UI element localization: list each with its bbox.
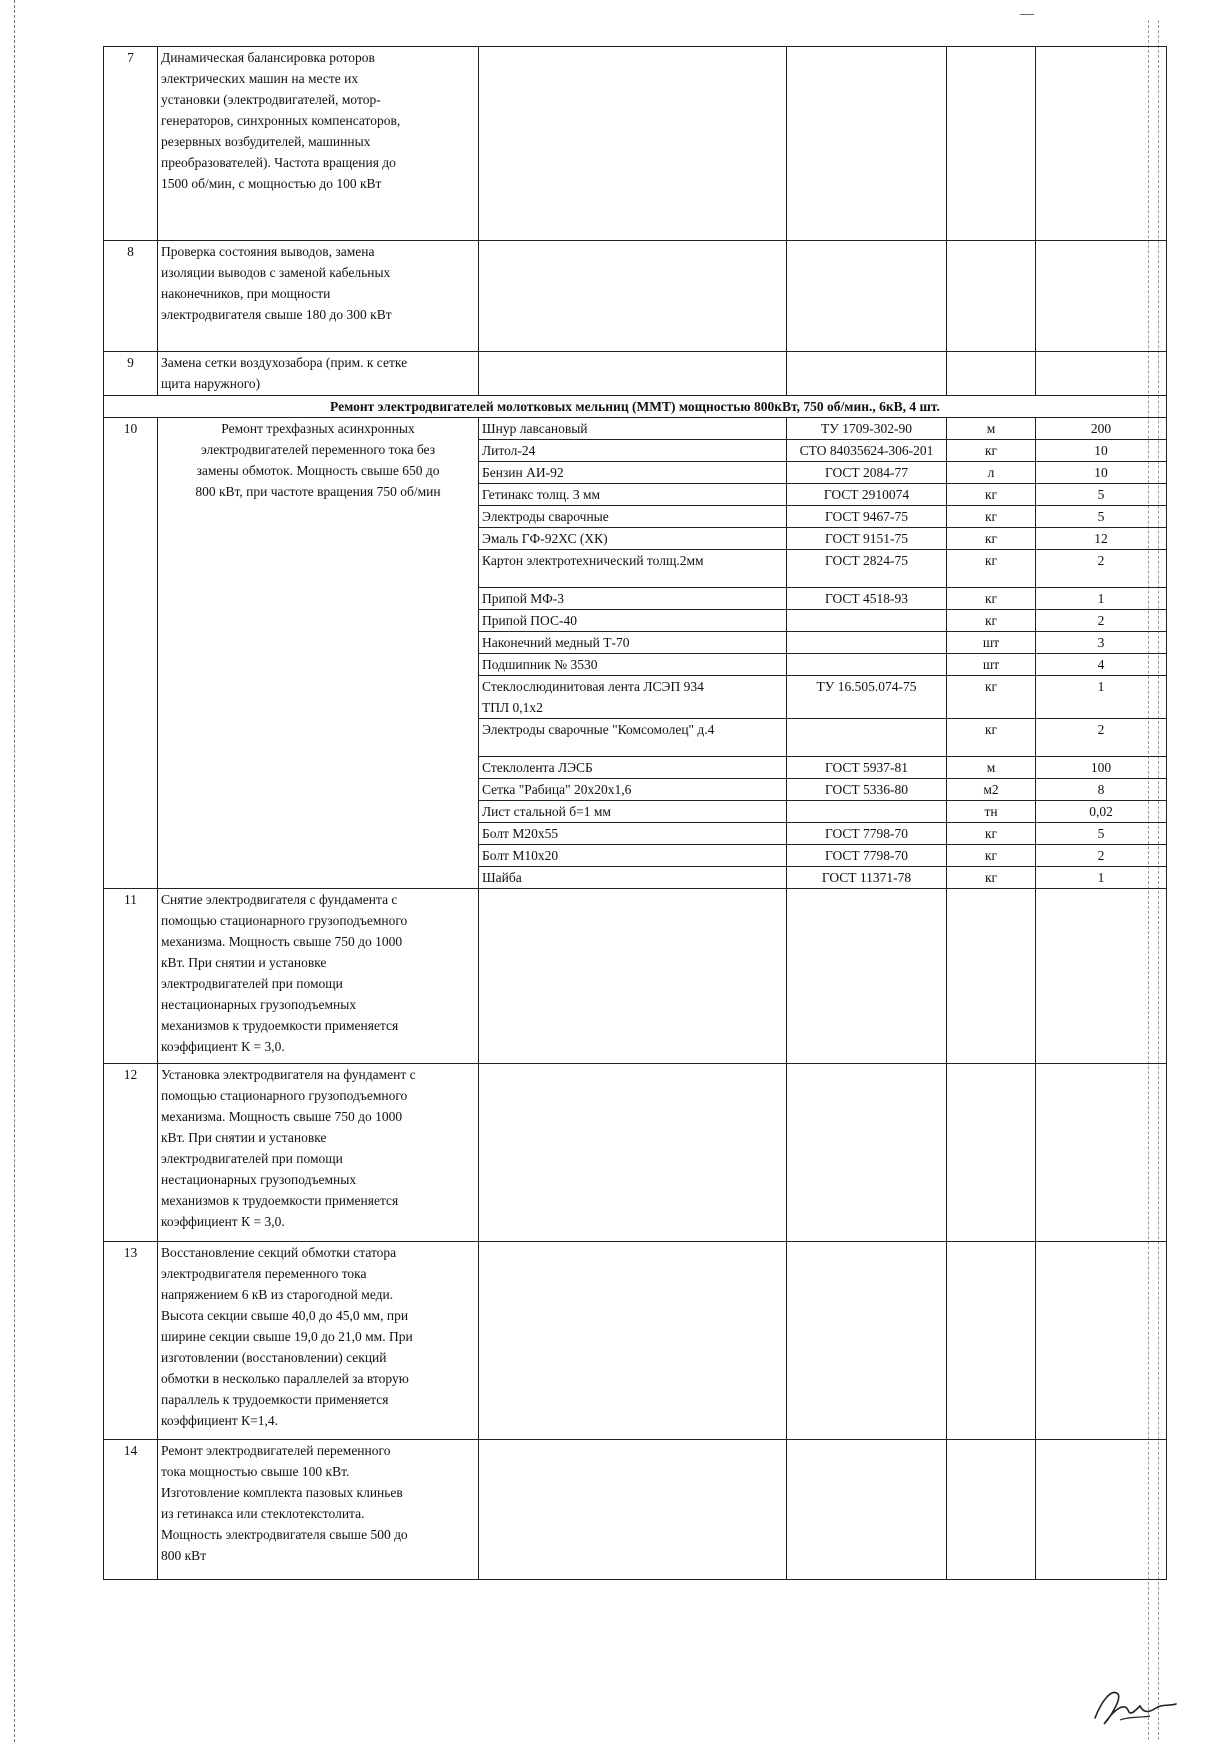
standard-cell <box>787 47 947 241</box>
material-quantity: 5 <box>1036 506 1167 528</box>
unit-cell <box>947 241 1036 352</box>
material-standard <box>787 610 947 632</box>
material-unit: кг <box>947 845 1036 867</box>
material-standard: ГОСТ 9467-75 <box>787 506 947 528</box>
unit-cell <box>947 47 1036 241</box>
unit-cell <box>947 352 1036 396</box>
material-name: Картон электротехнический толщ.2мм <box>479 550 787 588</box>
material-quantity: 2 <box>1036 719 1167 757</box>
row-description: Установка электродвигателя на фундамент с помощью стационарного грузоподъемного механизма. Мощность свыше 750 до 1000 кВт. При снятии и установке электродвигателей при помощи нестационарных грузоподъемных механизмов к трудоемкости применяется коэффициент К = 3,0. <box>158 1064 479 1242</box>
material-cell <box>479 352 787 396</box>
quantity-cell <box>1036 1064 1167 1242</box>
material-name: Сетка "Рабица" 20х20х1,6 <box>479 779 787 801</box>
material-unit: кг <box>947 440 1036 462</box>
material-row <box>104 418 1167 440</box>
material-quantity: 100 <box>1036 757 1167 779</box>
material-cell <box>479 1242 787 1440</box>
material-name: Стеклолента ЛЭСБ <box>479 757 787 779</box>
material-unit: кг <box>947 823 1036 845</box>
table-row <box>104 889 1167 1064</box>
material-cell <box>479 47 787 241</box>
row-description: Ремонт электродвигателей переменного тока мощностью свыше 100 кВт. Изготовление комплекта пазовых клиньев из гетинакса или стеклотекстолита. Мощность электродвигателя свыше 500 до 800 кВт <box>158 1440 479 1580</box>
material-standard: ГОСТ 11371-78 <box>787 867 947 889</box>
row-number: 7 <box>104 47 158 241</box>
quantity-cell <box>1036 241 1167 352</box>
left-punch-line <box>14 0 15 1742</box>
material-unit: м2 <box>947 779 1036 801</box>
row-description: Восстановление секций обмотки статора электродвигателя переменного тока напряжением 6 кВ из старогодной меди. Высота секции свыше 40,0 до 45,0 мм, при ширине секции свыше 19,0 до 21,0 мм. При изготовлении (восстановлении) секций обмотки в несколько параллелей за вторую параллель к трудоемкости применяется коэффициент К=1,4. <box>158 1242 479 1440</box>
material-unit: кг <box>947 867 1036 889</box>
standard-cell <box>787 889 947 1064</box>
material-unit: шт <box>947 654 1036 676</box>
row-description: Ремонт трехфазных асинхронных электродвигателей переменного тока без замены обмоток. Мощность свыше 650 до 800 кВт, при частоте вращения 750 об/мин <box>158 418 479 889</box>
material-standard: СТО 84035624-306-201 <box>787 440 947 462</box>
quantity-cell <box>1036 47 1167 241</box>
material-standard <box>787 801 947 823</box>
section-title: Ремонт электродвигателей молотковых мельниц (ММТ) мощностью 800кВт, 750 об/мин., 6кВ, 4 шт. <box>104 396 1167 418</box>
materials-table <box>103 46 1167 1580</box>
row-description: Замена сетки воздухозабора (прим. к сетке щита наружного) <box>158 352 479 396</box>
quantity-cell <box>1036 352 1167 396</box>
material-quantity: 10 <box>1036 440 1167 462</box>
material-cell <box>479 889 787 1064</box>
table-row <box>104 1064 1167 1242</box>
row-description: Динамическая балансировка роторов электрических машин на месте их установки (электродвигателей, мотор- генераторов, синхронных компенсаторов, резервных возбудителей, машинных преобразователей). Частота вращения до 1500 об/мин, с мощностью до 100 кВт <box>158 47 479 241</box>
material-quantity: 200 <box>1036 418 1167 440</box>
material-quantity: 5 <box>1036 823 1167 845</box>
material-standard: ГОСТ 2910074 <box>787 484 947 506</box>
table-row <box>104 47 1167 241</box>
material-quantity: 1 <box>1036 588 1167 610</box>
material-standard: ГОСТ 9151-75 <box>787 528 947 550</box>
row-number: 9 <box>104 352 158 396</box>
material-standard: ГОСТ 2824-75 <box>787 550 947 588</box>
material-name: Наконечний медный Т-70 <box>479 632 787 654</box>
material-standard: ГОСТ 2084-77 <box>787 462 947 484</box>
material-cell <box>479 241 787 352</box>
material-standard: ГОСТ 7798-70 <box>787 823 947 845</box>
section-header-row <box>104 396 1167 418</box>
material-unit: кг <box>947 484 1036 506</box>
material-quantity: 1 <box>1036 676 1167 719</box>
top-mark <box>1020 14 1034 15</box>
material-quantity: 2 <box>1036 610 1167 632</box>
row-number: 12 <box>104 1064 158 1242</box>
row-number: 11 <box>104 889 158 1064</box>
material-name: Подшипник № 3530 <box>479 654 787 676</box>
row-number: 13 <box>104 1242 158 1440</box>
material-name: Литол-24 <box>479 440 787 462</box>
material-standard <box>787 654 947 676</box>
row-number: 14 <box>104 1440 158 1580</box>
signature <box>1090 1680 1180 1730</box>
material-standard: ГОСТ 5937-81 <box>787 757 947 779</box>
standard-cell <box>787 241 947 352</box>
material-name: Гетинакс толщ. 3 мм <box>479 484 787 506</box>
table-row <box>104 352 1167 396</box>
material-quantity: 10 <box>1036 462 1167 484</box>
material-name: Шнур лавсановый <box>479 418 787 440</box>
material-unit: кг <box>947 588 1036 610</box>
table-row <box>104 1440 1167 1580</box>
material-standard <box>787 632 947 654</box>
material-name: Болт М20х55 <box>479 823 787 845</box>
material-unit: м <box>947 418 1036 440</box>
row-description: Проверка состояния выводов, замена изоляции выводов с заменой кабельных наконечников, при мощности электродвигателя свыше 180 до 300 кВт <box>158 241 479 352</box>
standard-cell <box>787 1064 947 1242</box>
material-name: Припой ПОС-40 <box>479 610 787 632</box>
standard-cell <box>787 1440 947 1580</box>
material-standard: ТУ 1709-302-90 <box>787 418 947 440</box>
material-name: Эмаль ГФ-92ХС (ХК) <box>479 528 787 550</box>
standard-cell <box>787 1242 947 1440</box>
material-quantity: 12 <box>1036 528 1167 550</box>
material-quantity: 8 <box>1036 779 1167 801</box>
row-number: 10 <box>104 418 158 889</box>
material-unit: кг <box>947 550 1036 588</box>
material-quantity: 3 <box>1036 632 1167 654</box>
material-name: Припой МФ-3 <box>479 588 787 610</box>
material-unit: м <box>947 757 1036 779</box>
unit-cell <box>947 1064 1036 1242</box>
material-name: Бензин АИ-92 <box>479 462 787 484</box>
material-unit: л <box>947 462 1036 484</box>
material-name: Электроды сварочные <box>479 506 787 528</box>
quantity-cell <box>1036 889 1167 1064</box>
material-name: Болт М10х20 <box>479 845 787 867</box>
material-name: Электроды сварочные "Комсомолец" д.4 <box>479 719 787 757</box>
material-name: Шайба <box>479 867 787 889</box>
material-standard: ГОСТ 5336-80 <box>787 779 947 801</box>
material-name: Стеклослюдинитовая лента ЛСЭП 934 ТПЛ 0,1х2 <box>479 676 787 719</box>
unit-cell <box>947 1440 1036 1580</box>
material-quantity: 2 <box>1036 550 1167 588</box>
row-description: Снятие электродвигателя с фундамента с помощью стационарного грузоподъемного механизма. Мощность свыше 750 до 1000 кВт. При снятии и установке электродвигателей при помощи нестационарных грузоподъемных механизмов к трудоемкости применяется коэффициент К = 3,0. <box>158 889 479 1064</box>
material-name: Лист стальной б=1 мм <box>479 801 787 823</box>
material-unit: шт <box>947 632 1036 654</box>
material-standard: ТУ 16.505.074-75 <box>787 676 947 719</box>
row-number: 8 <box>104 241 158 352</box>
material-unit: кг <box>947 676 1036 719</box>
material-quantity: 5 <box>1036 484 1167 506</box>
quantity-cell <box>1036 1242 1167 1440</box>
unit-cell <box>947 889 1036 1064</box>
material-standard <box>787 719 947 757</box>
standard-cell <box>787 352 947 396</box>
material-unit: кг <box>947 528 1036 550</box>
material-quantity: 0,02 <box>1036 801 1167 823</box>
material-standard: ГОСТ 4518-93 <box>787 588 947 610</box>
quantity-cell <box>1036 1440 1167 1580</box>
unit-cell <box>947 1242 1036 1440</box>
material-unit: кг <box>947 719 1036 757</box>
material-standard: ГОСТ 7798-70 <box>787 845 947 867</box>
material-unit: кг <box>947 506 1036 528</box>
table-row <box>104 241 1167 352</box>
material-cell <box>479 1064 787 1242</box>
material-quantity: 1 <box>1036 867 1167 889</box>
material-quantity: 2 <box>1036 845 1167 867</box>
material-unit: кг <box>947 610 1036 632</box>
material-cell <box>479 1440 787 1580</box>
material-unit: тн <box>947 801 1036 823</box>
material-quantity: 4 <box>1036 654 1167 676</box>
table-row <box>104 1242 1167 1440</box>
